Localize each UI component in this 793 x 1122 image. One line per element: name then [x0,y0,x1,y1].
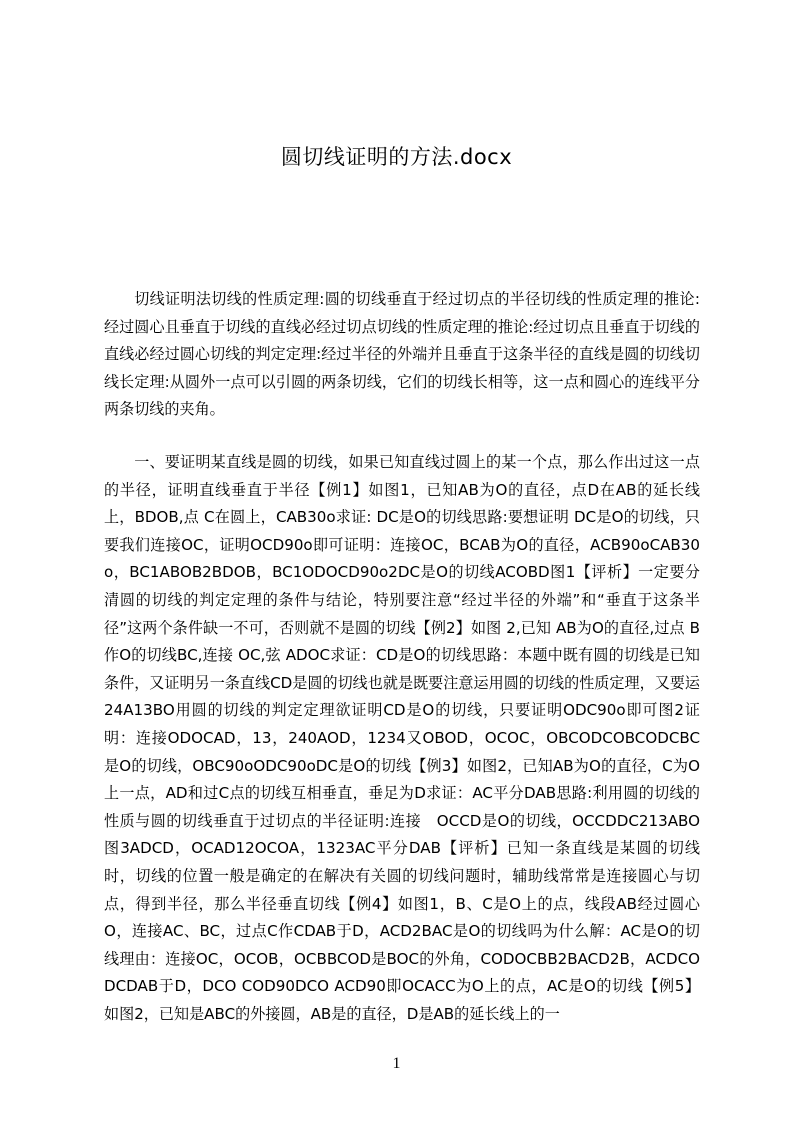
body-paragraph: 切线证明法切线的性质定理:圆的切线垂直于经过切点的半径切线的性质定理的推论:经过圆心且垂直于切线的直线必经过切点切线的性质定理的推论:经过切点且垂直于切线的直线必经过圆心切线的判定定理:经过半径的外端并且垂直于这条半径的直线是圆的切线切线长定理:从圆外一点可以引圆的两条切线，它们的切线长相等，这一点和圆心的连线平分两条切线的夹角。 [104,290,700,419]
page-number: 1 [392,1055,401,1072]
body-paragraph: 一、要证明某直线是圆的切线，如果已知直线过圆上的某一个点，那么作出过这一点的半径，证明直线垂直于半径【例1】如图1，已知AB为O的直径，点D在AB的延长线上，BDOB,点 C在圆上，CAB30o求证: DC是O的切线思路:要想证明 DC是O的切线，只要我们连接OC，证明OCD90o即可证明：连接OC，BCAB为O的直径，ACB90oCAB30o，BC1ABOB2BDOB，BC1ODOCD90o2DC是O的切线ACOBD图1【评析】一定要分清圆的切线的判定定理的条件与结论，特别要注意“经过半径的外端”和“垂直于这条半径”这两个条件缺一不可，否则就不是圆的切线【例2】如图 2,已知 AB为O的直径,过点 B作O的切线BC,连接 OC,弦 ADOC求证：CD是O的切线思路：本题中既有圆的切线是已知条件，又证明另一条直线CD是圆的切线也就是既要注意运用圆的切线的性质定理，又要运24A13BO用圆的切线的判定定理欲证明CD是O的切线，只要证明ODC90o即可图2证明：连接ODOCAD，13，240AOD，1234又OBOD，OCOC，OBCODCOBCODCBC是O的切线，OBC90oODC90oDC是O的切线【例3】如图2，已知AB为O的直径，C为O上一点，AD和过C点的切线互相垂直，垂足为D求证：AC平分DAB思路:利用圆的切线的性质与圆的切线垂直于过切点的半径证明:连接 OCCD是O的切线，OCCDDC213ABO图3ADCD，OCAD12OCOA，1323AC平分DAB【评析】已知一条直线是某圆的切线时，切线的位置一般是确定的在解决有关圆的切线问题时，辅助线常常是连接圆心与切点，得到半径，那么半径垂直切线【例4】如图1，B、C是O上的点，线段AB经过圆心O，连接AC、BC，过点C作CDAB于D，ACD2BAC是O的切线吗为什么解：AC是O的切线理由：连接OC，OCOB，OCBBCOD是BOC的外角，CODOCBB2BACD2B，ACDCODCDAB于D，DCO COD90DCO ACD90即OCACC为O上的点，AC是O的切线【例5】如图2，已知是ABC的外接圆，AB是的直径，D是AB的延长线上的一 [104,453,700,1023]
document-title: 圆切线证明的方法.docx [280,145,513,169]
